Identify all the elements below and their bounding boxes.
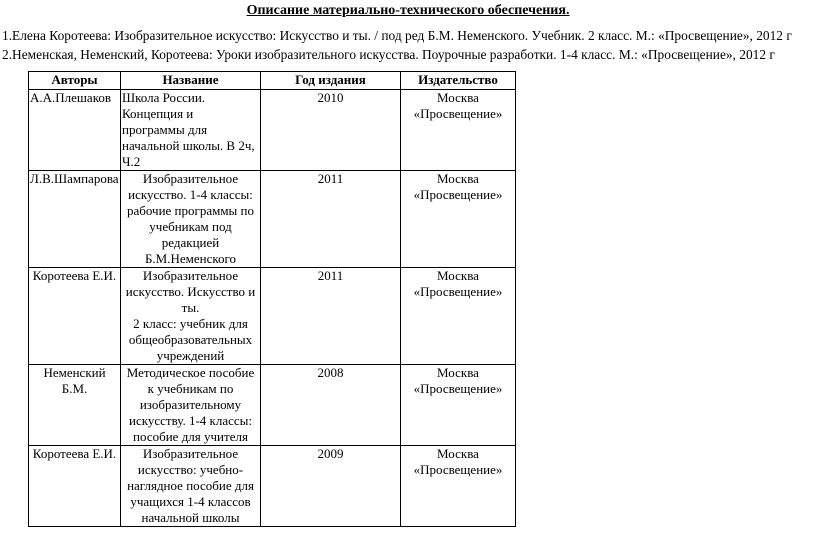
references-list [2, 26, 814, 64]
table-row [29, 171, 516, 268]
reference-item-2: 2.Неменская, Неменский, Коротеева: Уроки изобразительного искусства. Поурочные разработки. 1-4 класс. М.: «Просвещение», 2012 г [2, 47, 775, 62]
author-cell: Л.В.Шампарова [29, 171, 121, 268]
page-title: Описание материально-технического обеспечения. [246, 3, 570, 18]
table-row [29, 446, 516, 527]
table-row [29, 90, 516, 171]
header-publisher: Издательство [401, 72, 516, 90]
table-header-row [29, 72, 516, 90]
publisher-cell: Москва «Просвещение» [401, 268, 516, 365]
year-cell: 2010 [261, 90, 401, 171]
table-row [29, 268, 516, 365]
author-cell: А.А.Плешаков [29, 90, 121, 171]
title-cell: Изобразительное искусство: учебно-наглядное пособие для учащихся 1-4 классов начальной школы [121, 446, 261, 527]
title-cell-line-2: 2 класс: учебник для общеобразовательных учреждений [128, 316, 253, 363]
header-year: Год издания [261, 72, 401, 90]
materials-table [28, 71, 516, 527]
publisher-cell: Москва «Просвещение» [401, 171, 516, 268]
title-cell [121, 268, 261, 365]
year-cell: 2008 [261, 365, 401, 446]
publisher-cell: Москва «Просвещение» [401, 90, 516, 171]
publisher-cell: Москва «Просвещение» [401, 365, 516, 446]
header-title: Название [121, 72, 261, 90]
title-cell-line-1: Изобразительное искусство. Искусство и ты. [125, 268, 256, 315]
title-cell: Методическое пособие к учебникам по изобразительному искусству. 1-4 классы: пособие для учителя [121, 365, 261, 446]
publisher-cell: Москва «Просвещение» [401, 446, 516, 527]
year-cell: 2011 [261, 268, 401, 365]
reference-item-1: 1.Елена Коротеева: Изобразительное искусство: Искусство и ты. / под ред Б.М. Неменского. Учебник. 2 класс. М.: «Просвещение», 2012 г [2, 28, 792, 43]
table-row [29, 365, 516, 446]
author-cell: Коротеева Е.И. [29, 268, 121, 365]
header-authors: Авторы [29, 72, 121, 90]
title-cell: Изобразительное искусство. 1-4 классы: рабочие программы по учебникам под редакцией Б.М.Неменского [121, 171, 261, 268]
year-cell: 2009 [261, 446, 401, 527]
author-cell: Коротеева Е.И. [29, 446, 121, 527]
author-cell: Неменский Б.М. [29, 365, 121, 446]
year-cell: 2011 [261, 171, 401, 268]
title-cell: Школа России. Концепция и программы для начальной школы. В 2ч, Ч.2 [121, 90, 261, 171]
